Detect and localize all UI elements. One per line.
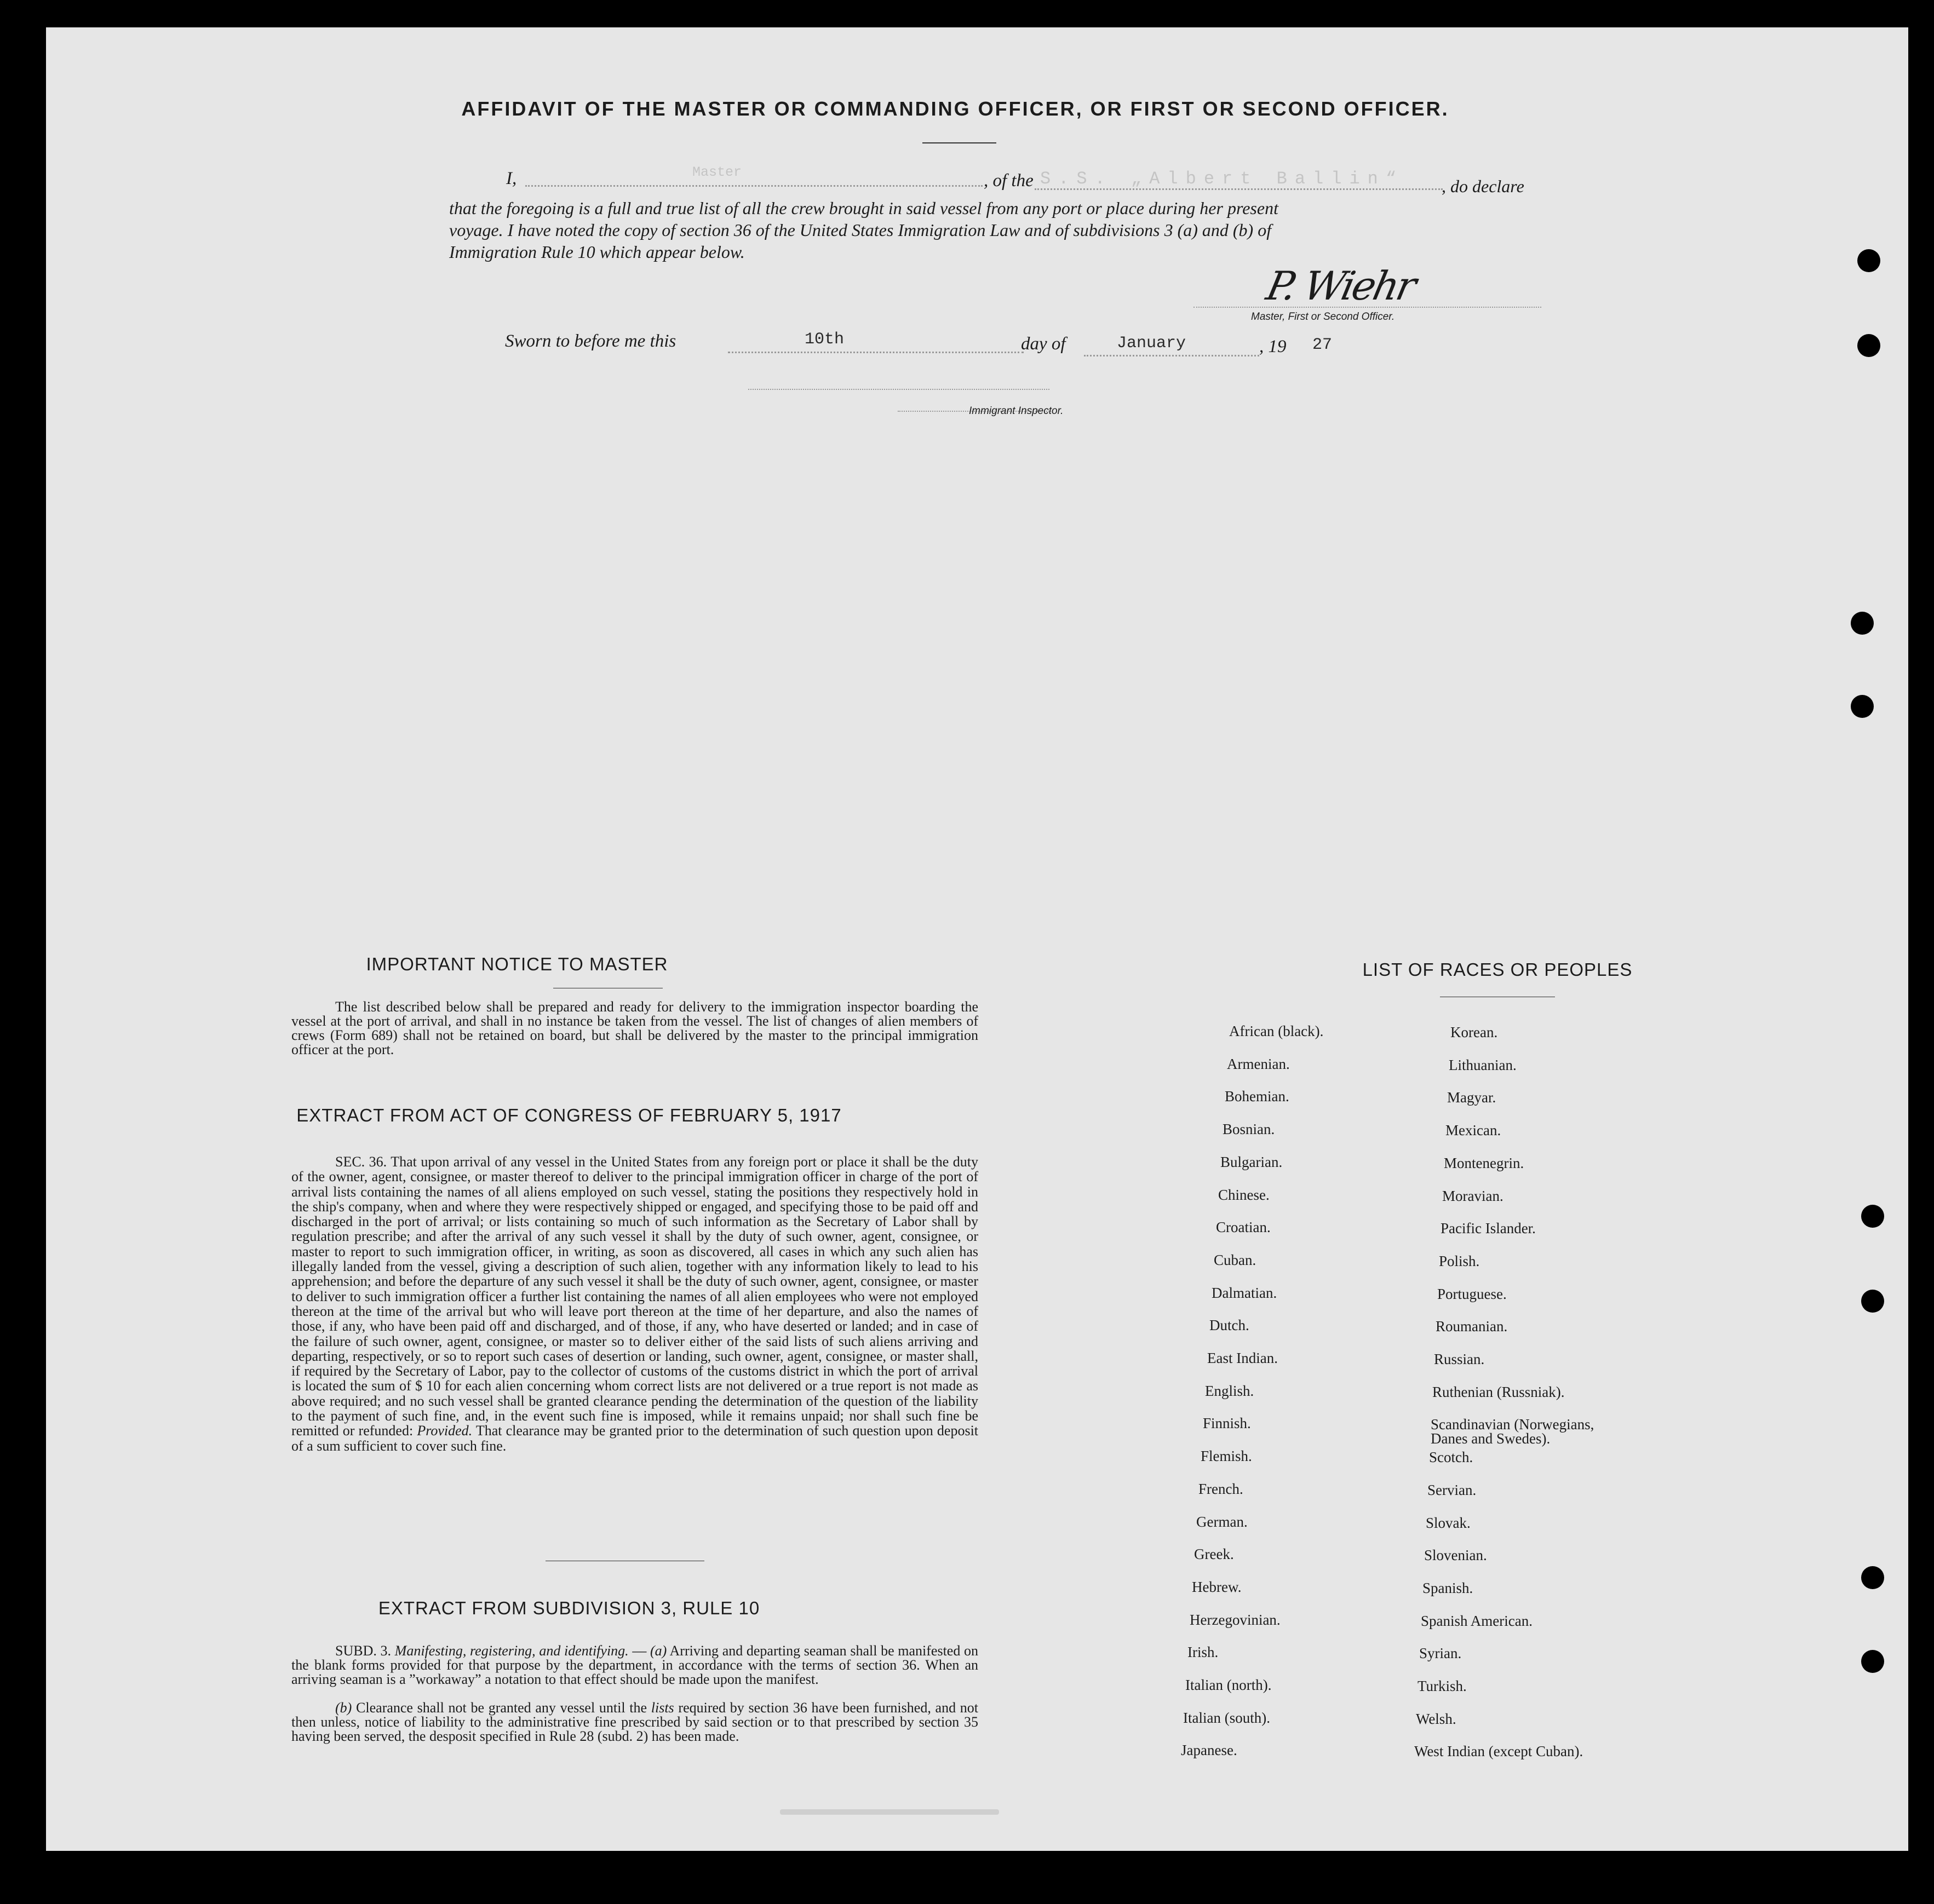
race-list-item: Croatian.: [1216, 1219, 1271, 1235]
race-list-item: Dutch.: [1209, 1317, 1249, 1333]
month-field-line: [1084, 355, 1259, 356]
of-the-label: , of the: [984, 171, 1034, 191]
notice-heading: IMPORTANT NOTICE TO MASTER: [366, 954, 668, 974]
rule-b-lists: lists: [651, 1700, 674, 1716]
rule-subd-title: Manifesting, registering, and identifying.: [394, 1643, 629, 1659]
sworn-day-value: 10th: [805, 330, 845, 349]
race-list-item: Spanish American.: [1421, 1613, 1533, 1629]
footer-stamp: [780, 1809, 999, 1815]
rule-b-label: (b): [335, 1700, 352, 1716]
race-list-item: East Indian.: [1207, 1350, 1278, 1366]
declaration-line-3: Immigration Rule 10 which appear below.: [449, 242, 745, 262]
race-list-item: Hebrew.: [1192, 1579, 1242, 1595]
race-list-item: Syrian.: [1419, 1645, 1462, 1661]
race-list-item: West Indian (except Cuban).: [1414, 1743, 1583, 1759]
race-list-item: Moravian.: [1442, 1188, 1503, 1204]
race-list-item: Flemish.: [1201, 1448, 1252, 1464]
signature-caption: Master, First or Second Officer.: [1251, 311, 1395, 323]
rule-a-body: Arriving and departing seaman shall be manifested on the blank forms provided for that purpose by the department, in accordance with the terms of section 36. When an arriving seaman is a ”workaway” a notation to that effect should be made upon the manifest.: [291, 1643, 978, 1687]
race-list-item: Scandinavian (Norwegians, Danes and Swedes).: [1431, 1416, 1594, 1447]
binder-hole: [1857, 334, 1880, 357]
race-list-item: Pacific Islander.: [1441, 1220, 1536, 1236]
race-list-item: Slovenian.: [1424, 1547, 1487, 1563]
race-list-item: German.: [1196, 1514, 1248, 1530]
race-list-item: Bosnian.: [1223, 1121, 1275, 1137]
race-list-item: Spanish.: [1422, 1580, 1473, 1596]
race-list-item: Servian.: [1427, 1482, 1477, 1498]
race-list-item: Italian (south).: [1183, 1710, 1270, 1726]
declaration-line-1: that the foregoing is a full and true list of all the crew brought in said vessel from any port or place during her present: [449, 198, 1278, 218]
year-prefix: , 19: [1259, 337, 1287, 356]
rule-dash: —: [628, 1643, 650, 1659]
race-list-item: Lithuanian.: [1449, 1057, 1517, 1073]
rule-b-body-2: required by section 36 have been furnished, and not then unless, notice of liability to the administrative fine prescribed by said section or to that prescribed by section 35 having been served, the desposit specified in Rule 28 (subd. 2) has been made.: [291, 1700, 979, 1744]
act-closing-text: That clearance may be granted prior to the determination of such question upon deposit of a sum sufficient to cover such fine.: [291, 1423, 979, 1454]
rule-subd-label: SUBD. 3.: [335, 1643, 392, 1659]
sworn-label: Sworn to before me this: [505, 331, 676, 351]
race-list-item: Bulgarian.: [1220, 1154, 1283, 1170]
binder-hole: [1861, 1566, 1884, 1589]
race-list-item: Russian.: [1434, 1351, 1485, 1367]
races-heading: LIST OF RACES OR PEOPLES: [1362, 959, 1633, 980]
race-list-item: Mexican.: [1445, 1122, 1501, 1138]
race-list-item: French.: [1198, 1481, 1243, 1497]
binder-hole: [1861, 1290, 1884, 1313]
inspector-line-1: [748, 389, 1049, 390]
inspector-caption: Immigrant Inspector.: [969, 405, 1064, 417]
title-rule: [922, 142, 996, 143]
race-list-item: Herzegovinian.: [1190, 1612, 1281, 1628]
race-list-item: Dalmatian.: [1212, 1285, 1277, 1301]
act-heading: EXTRACT FROM ACT OF CONGRESS OF FEBRUARY 5, 1917: [296, 1105, 842, 1125]
year-value: 27: [1312, 336, 1333, 354]
race-list-item: Bohemian.: [1225, 1088, 1289, 1105]
signature-line: [1193, 307, 1541, 308]
act-text: [291, 1154, 978, 1453]
race-list-item: Korean.: [1450, 1024, 1498, 1040]
i-label: I,: [506, 169, 517, 188]
race-list-item: Cuban.: [1214, 1252, 1256, 1268]
day-of-label: day of: [1021, 334, 1066, 354]
race-list-item: Armenian.: [1227, 1056, 1290, 1072]
race-list-item: Slovak.: [1426, 1515, 1471, 1531]
race-list-item: Irish.: [1187, 1644, 1219, 1660]
rule-b-text: [291, 1701, 978, 1744]
race-list-item: Magyar.: [1447, 1089, 1496, 1106]
race-list-item: Chinese.: [1218, 1187, 1270, 1203]
race-list-item: Portuguese.: [1437, 1286, 1507, 1302]
race-list-item: Roumanian.: [1436, 1318, 1508, 1334]
race-list-item: Finnish.: [1203, 1415, 1251, 1431]
binder-hole: [1857, 249, 1880, 272]
do-declare-label: , do declare: [1442, 176, 1524, 196]
race-list-item: English.: [1205, 1383, 1254, 1399]
race-list-item: Greek.: [1194, 1546, 1234, 1562]
race-list-item: Ruthenian (Russniak).: [1432, 1384, 1565, 1400]
race-list-item: Japanese.: [1181, 1742, 1237, 1758]
declaration-line-2: voyage. I have noted the copy of section 36 of the United States Immigration Law and of subdivisions 3 (a) and (b) of: [449, 220, 1272, 240]
master-signature: P. Wiehr: [1262, 263, 1419, 309]
race-list-item: African (black).: [1229, 1023, 1324, 1039]
act-provided: Provided.: [417, 1423, 473, 1439]
rule-heading: EXTRACT FROM SUBDIVISION 3, RULE 10: [378, 1598, 760, 1618]
affidavit-title: AFFIDAVIT OF THE MASTER OR COMMANDING OFFICER, OR FIRST OR SECOND OFFICER.: [461, 97, 1449, 120]
day-field-line: [728, 352, 1024, 353]
vessel-field-value: S.S. „Albert Ballin“: [1040, 169, 1404, 189]
race-list-item: Italian (north).: [1185, 1677, 1272, 1693]
act-section-text: SEC. 36. That upon arrival of any vessel in the United States from any foreign port or place it shall be the duty of the owner, agent, consignee, or master thereof to deliver to the principal immigration officer in charge of the port of arrival lists containing the names of all aliens employed on such vessel, stating the positions they respectively hold in the ship's company, when and where they were respectively shipped or engaged, and specifying those to be paid off and discharged in the port of arrival; or lists containing so much of such information as the Secretary of Labor shall by regulation prescribe; and after the arrival of any such vessel it shall by the duty of such owner, agent, consignee, or master to report to such immigration officer, in writing, as soon as discovered, all cases in which any such alien has illegally landed from the vessel, giving a description of such alien, together with any information likely to lead to his apprehension; and before the departure of any such vessel it shall be the duty of such owner, agent, consignee, or master to deliver to such immigration officer a further list containing the names of all alien employees who were not employed thereon at the time of the arrival but who will leave port thereon at the time of her departure, and also the names of those, if any, who have been paid off and discharged, and of those, if any, who have deserted or landed; and in case of the failure of such owner, agent, consignee, or master so to deliver either of the said lists of such aliens arriving and departing, respectively, or so to report such cases of desertion or landing, such owner, agent, consignee, or master shall, if required by the Secretary of Labor, pay to the collector of customs of the customs district in which the port of arrival is located the sum of $ 10 for each alien concerning whom correct lists are not delivered or a true report is not made as above required; and no such vessel shall be granted clearance pending the determination of the question of the liability to the payment of such fine, and, in the event such fine is imposed, while it remains unpaid; nor shall such fine be remitted or refunded:: [291, 1154, 978, 1439]
binder-hole: [1851, 612, 1874, 635]
race-list-item: Polish.: [1439, 1253, 1480, 1269]
race-list-item: Scotch.: [1429, 1449, 1473, 1465]
race-list-item: Welsh.: [1416, 1711, 1456, 1727]
name-field-line: [525, 185, 983, 187]
binder-hole: [1861, 1205, 1884, 1228]
document-page: [46, 27, 1908, 1851]
race-list-item: Montenegrin.: [1444, 1155, 1524, 1171]
master-field-value: Master: [692, 164, 742, 180]
race-list-item: Turkish.: [1417, 1678, 1467, 1694]
notice-text: The list described below shall be prepared and ready for delivery to the immigration inspector boarding the vessel at the port of arrival, and shall in no instance be taken from the vessel. The list of changes of alien members of crews (Form 689) shall not be retained on board, but shall be delivered by the master to the principal immigration officer at the port.: [291, 999, 978, 1057]
rule-a-label: (a): [650, 1643, 667, 1659]
month-value: January: [1117, 334, 1186, 353]
binder-hole: [1861, 1650, 1884, 1673]
binder-hole: [1851, 695, 1874, 718]
rule-b-body-1: Clearance shall not be granted any vessel until the: [356, 1700, 647, 1716]
rule-a-text: [291, 1644, 978, 1687]
